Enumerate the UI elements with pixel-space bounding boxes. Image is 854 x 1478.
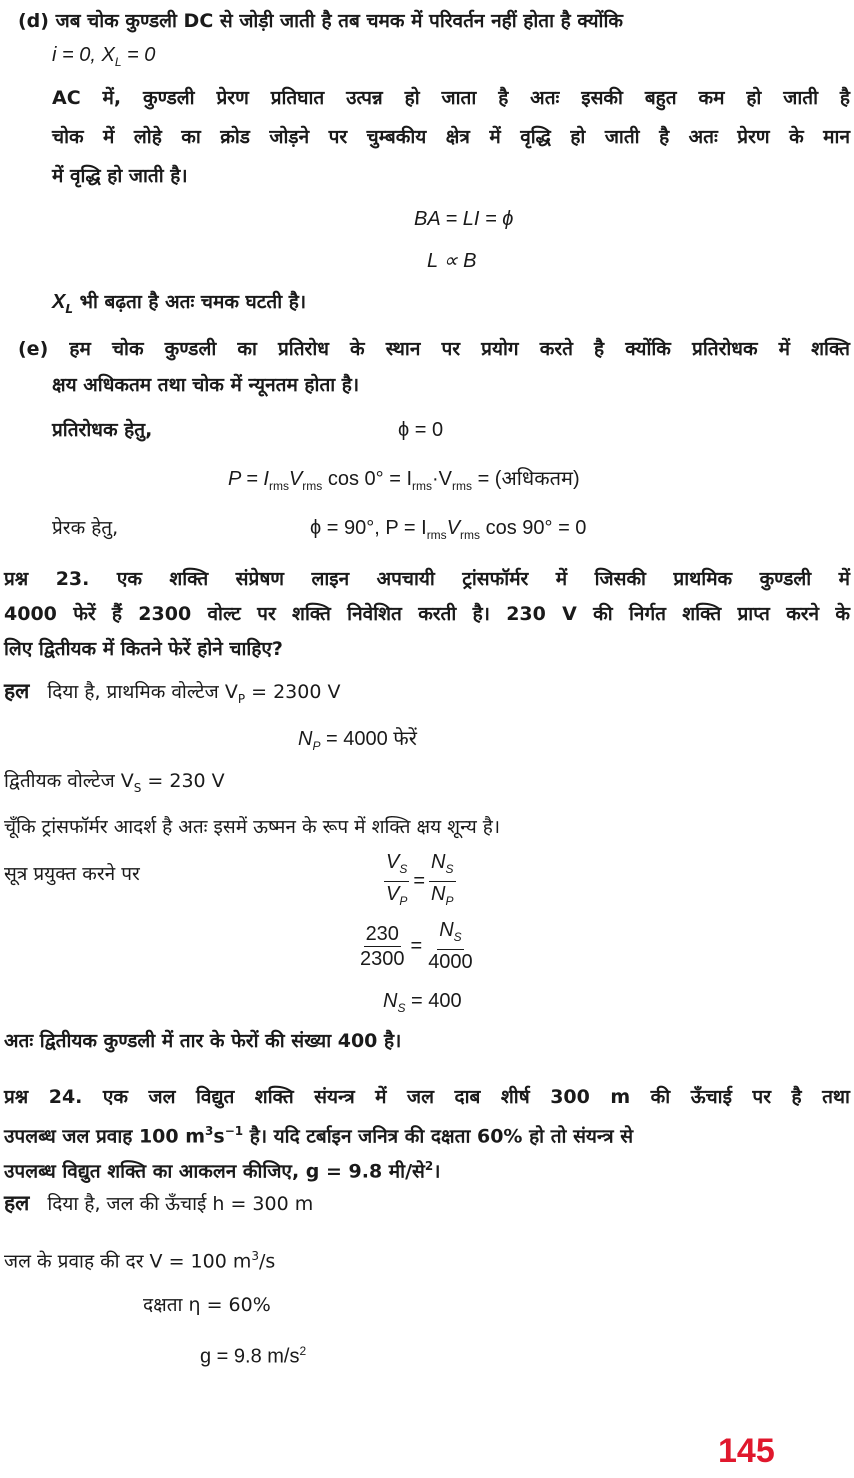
q24-line3 (4, 1153, 440, 1184)
text: N (383, 990, 398, 1012)
text: i = 0, X (52, 44, 115, 66)
text: = 0 (121, 44, 156, 66)
text: दिया है, प्राथमिक वोल्टेज V (47, 681, 238, 703)
inductor-label: प्रेरक हेतु, (52, 517, 119, 539)
q24-line2 (4, 1118, 850, 1149)
q23-note: चूँकि ट्रांसफॉर्मर आदर्श है अतः इसमें ऊष्मन के रूप में शक्ति क्षय शून्य है। (4, 816, 501, 838)
text: N (431, 883, 446, 905)
q24-line1 (4, 1084, 850, 1110)
resistor-phi: ϕ = 0 (398, 419, 444, 441)
text: V (288, 468, 303, 490)
numerator: 230 (365, 922, 399, 945)
denominator: 4000 (428, 951, 473, 973)
q23-line1 (4, 566, 850, 592)
text: N (298, 728, 313, 750)
part-d-eq1 (52, 42, 155, 75)
text: P = I (228, 468, 269, 490)
text: दिया है, जल की ऊँचाई h = 300 m (47, 1193, 314, 1215)
text: जब चोक कुण्डली DC से जोड़ी जाती है तब चमक में परिवर्तन नहीं होता है क्योंकि (55, 10, 623, 32)
text: = 2300 V (245, 681, 341, 703)
text: 3 (251, 1249, 259, 1263)
part-d-line1 (18, 8, 850, 34)
q23-line2: 4000 फेरें हैं 2300 वोल्ट पर शक्ति निवेशित करती है। 230 V की निर्गत शक्ति प्राप्त करने के (4, 603, 850, 625)
text: L (65, 301, 73, 316)
text: g = 9.8 m/s (200, 1345, 300, 1368)
numerator (429, 850, 455, 882)
text: s (213, 1125, 225, 1148)
power-equation (228, 466, 580, 499)
q24-given (4, 1190, 313, 1217)
text: rms (452, 479, 473, 493)
part-d-line4: में वृद्धि हो जाती है। (52, 165, 188, 187)
q23-conclusion: अतः द्वितीयक कुण्डली में तार के फेरों की संख्या 400 है। (4, 1030, 402, 1052)
text: P (399, 894, 408, 908)
text: L (114, 55, 122, 69)
part-d-line2: AC में, कुण्डली प्रेरण प्रतिघात उत्पन्न हो जाता है अतः इसकी बहुत कम हो जाती है (52, 87, 850, 109)
text: cos 0° = I (322, 468, 413, 490)
text: P (445, 894, 454, 908)
denominator (429, 882, 455, 913)
text: द्वितीयक वोल्टेज V (4, 770, 134, 792)
text: 3 (205, 1124, 214, 1138)
text: उपलब्ध विद्युत शक्ति का आकलन कीजिए, g = 9.8 मी/से (4, 1160, 425, 1183)
question-label: प्रश्न 23. (4, 568, 90, 590)
text: 2 (299, 1344, 307, 1358)
q23-vs (4, 768, 225, 801)
text: = 400 (405, 990, 462, 1012)
text: rms (302, 479, 323, 493)
page-number: 145 (718, 1432, 775, 1470)
part-e-label: (e) (18, 338, 49, 360)
text: cos 90° = 0 (480, 517, 587, 539)
text: P (312, 739, 321, 753)
text: = (अधिकतम) (472, 468, 580, 490)
text: X (52, 291, 66, 313)
solution-label: हल (4, 1191, 30, 1215)
text: −1 (224, 1124, 244, 1138)
solution-label: हल (4, 679, 30, 703)
q23-result (383, 988, 462, 1021)
denominator: 2300 (360, 947, 405, 970)
text: rms (268, 479, 289, 493)
text: rms (412, 479, 433, 493)
text: ·V (432, 468, 453, 490)
text: हम चोक कुण्डली का प्रतिरोध के स्थान पर प्रयोग करते है क्योंकि प्रतिरोधक में शक्ति (69, 338, 850, 360)
formula-substituted: $\frac{230}{2300}$ = $\frac{N_S}{4000}$ (360, 919, 473, 973)
q23-formula-label: सूत्र प्रयुक्त करने पर (4, 863, 140, 885)
text: एक जल विद्युत शक्ति संयन्त्र में जल दाब शीर्ष 300 m की ऊँचाई पर है तथा (102, 1086, 850, 1108)
q23-np (298, 726, 417, 759)
text: S (133, 780, 142, 795)
text: P (237, 691, 246, 706)
formula-ratio: $\frac{V_S}{V_P}$ = $\frac{N_S}{N_P}$ (380, 850, 460, 913)
q24-flow (4, 1243, 275, 1274)
text: rms (426, 528, 447, 542)
part-e-line1 (18, 336, 850, 362)
part-d-line5 (52, 289, 306, 322)
text: ϕ = 90°, P = I (310, 517, 427, 539)
q23-line3: लिए द्वितीयक में कितने फेरें होने चाहिए? (4, 638, 283, 660)
text: /s (258, 1250, 276, 1273)
text: V (386, 851, 400, 873)
question-label: प्रश्न 24. (4, 1086, 83, 1108)
text: उपलब्ध जल प्रवाह 100 m (4, 1125, 206, 1148)
q24-gravity (200, 1338, 306, 1370)
part-d-line3: चोक में लोहे का क्रोड जोड़ने पर चुम्बकीय क्षेत्र में वृद्धि हो जाती है अतः प्रेरण के मान (52, 126, 850, 148)
part-d-label: (d) (18, 10, 49, 32)
inductor-equation (310, 515, 586, 548)
text: S (453, 930, 462, 944)
text: rms (460, 528, 481, 542)
text: V (446, 517, 461, 539)
text: N (431, 851, 446, 873)
text: = 4000 फेरें (320, 728, 417, 750)
text: । (433, 1160, 441, 1183)
text: = 230 V (141, 770, 225, 792)
denominator (384, 882, 409, 913)
part-d-eq2: BA = LI = ϕ (414, 208, 514, 230)
numerator (437, 918, 463, 950)
text: जल के प्रवाह की दर V = 100 m (4, 1250, 252, 1273)
text: एक शक्ति संप्रेषण लाइन अपचायी ट्रांसफॉर्मर में जिसकी प्राथमिक कुण्डली में (116, 568, 850, 590)
part-d-eq3: L ∝ B (427, 250, 477, 272)
text: N (439, 919, 454, 941)
text: है। यदि टर्बाइन जनित्र की दक्षता 60% हो तो संयन्त्र से (243, 1125, 634, 1148)
text: V (386, 883, 400, 905)
text: S (399, 862, 408, 876)
part-e-line2: क्षय अधिकतम तथा चोक में न्यूनतम होता है। (52, 374, 360, 396)
text: भी बढ़ता है अतः चमक घटती है। (73, 291, 307, 313)
resistor-label: प्रतिरोधक हेतु, (52, 419, 153, 441)
numerator (384, 850, 409, 882)
text: S (445, 862, 454, 876)
text: 2 (424, 1159, 434, 1173)
q23-given (4, 678, 340, 712)
q24-efficiency: दक्षता η = 60% (143, 1294, 271, 1316)
text: S (397, 1001, 406, 1015)
